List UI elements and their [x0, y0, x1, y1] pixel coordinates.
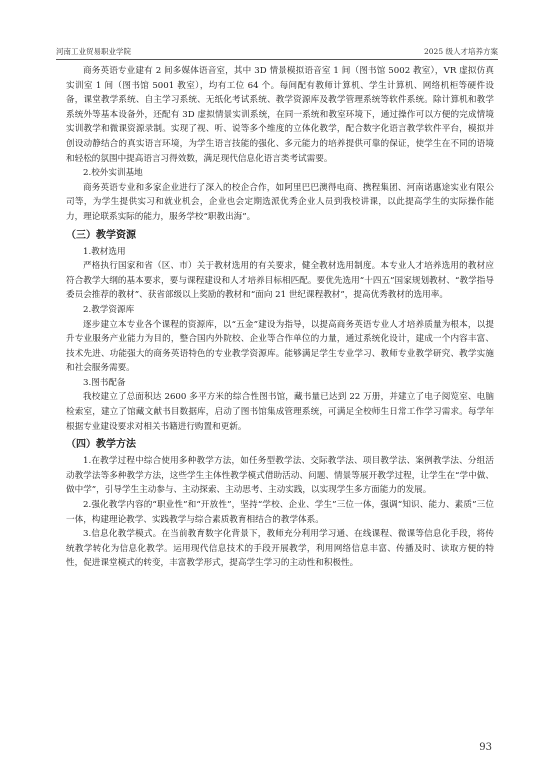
page-body	[66, 64, 494, 571]
section-title: （四）教学方法	[66, 439, 136, 451]
paragraph: 1.在教学过程中综合使用多种教学方法，如任务型教学法、交际教学法、项目教学法、案例教学法、分组活动教学法等多种教学方法，这些学生主体性教学模式借助活动、问题、情景等展开教学过程，让学生在“学中做、做中学”，引导学生主动参与、主动探索、主动思考、主动实践，以实现学生多方面能力的发展。	[66, 456, 494, 496]
subheading: 3.图书配备	[83, 377, 126, 388]
subheading: 2.教学资源库	[83, 304, 135, 315]
subheading: 1.教材选用	[83, 246, 126, 257]
paragraph: 逐步建立本专业各个课程的资源库，以“五金”建设为指导，以提高商务英语专业人才培养质量为根本，以提升专业服务产业能力为目的，整合国内外院校、企业等合作单位的力量，通过系统化设计，建成一个内容丰富、技术先进、功能强大的商务英语特色的专业教学资源库。能够满足学生专业学习、教师专业教学研究、教学实施和社会服务需要。	[66, 319, 494, 374]
page-header	[56, 46, 498, 60]
paragraph: 严格执行国家和省（区、市）关于教材选用的有关要求，健全教材选用制度。本专业人才培养选用的教材应符合教学大纲的基本要求，要与课程建设和人才培养目标相匹配。要优先选用“十四五”国家规划教材、“教学指导委员会推荐的教材”、获省部级以上奖励的教材和“面向 21 世纪课程教材”，提高优秀教材的选用率。	[66, 261, 494, 301]
paragraph: 我校建立了总面积达 2600 多平方米的综合性图书馆，藏书量已达到 22 万册，并建立了电子阅览室、电脑检索室，建立了馆藏文献书目数据库，启动了图书馆集成管理系统，可满足全校师生日常工作学习需求。每学年根据专业建设要求对相关书籍进行购置和更新。	[66, 392, 494, 432]
paragraph: 商务英语专业和多家企业进行了深入的校企合作，如阿里巴巴澳得电商、携程集团、河南诺惠途实业有限公司等，为学生提供实习和就业机会，企业也会定期选派优秀企业人员到我校讲课，以此提高学生的实际操作能力，理论联系实际的能力，服务学校“职教出海”。	[66, 182, 494, 222]
subheading: 2.校外实训基地	[83, 168, 143, 179]
paragraph: 2.强化教学内容的“职业性”和“开放性”，坚持“学校、企业、学生”三位一体，强调“知识、能力、素质”三位一体，构建理论教学、实践教学与综合素质教育相结合的教学体系。	[66, 500, 494, 525]
section-title: （三）教学资源	[66, 229, 136, 241]
page-number: 93	[479, 742, 492, 753]
paragraph: 3.信息化教学模式。在当前教育数字化背景下，教师充分利用学习通、在线课程、微课等信息化手段，将传统教学转化为信息化教学。运用现代信息技术的手段开展教学，利用网络信息丰富、传播及时、读取方便的特性，促进课堂模式的转变，丰富教学形式，提高学生学习的主动性和积极性。	[66, 529, 494, 569]
paragraph: 商务英语专业建有 2 间多媒体语音室，其中 3D 情景模拟语音室 1 间（图书馆 5002 教室），VR 虚拟仿真实训室 1 间（图书馆 5001 教室），均有工位 64 个。每间配有教师计算机、学生计算机、网络机柜等硬件设备，课堂教学系统、自主学习系统、无纸化考试系统、教学资源库及教学管理系统等软件系统。除计算机和教学系统外等基本设备外，还配有 3D 虚拟情景实训系统，在同一系统和教室环境下，通过操作可以方便的完成情境实训教学和微课资源录制。实现了视、听、说等多个维度的立体化教学，配合数字化语言教学软件平台，模拟并创设动静结合的真实语言环境，为学生语言技能的强化、多元能力的培养提供可靠的保证，使学生在不同的语境和轻松的氛围中提高语言习得效数，满足现代信息化语言类考试需要。	[66, 66, 494, 164]
header-school-name: 河南工业贸易职业学院	[56, 47, 131, 56]
header-plan-title: 2025 级人才培养方案	[424, 47, 498, 56]
